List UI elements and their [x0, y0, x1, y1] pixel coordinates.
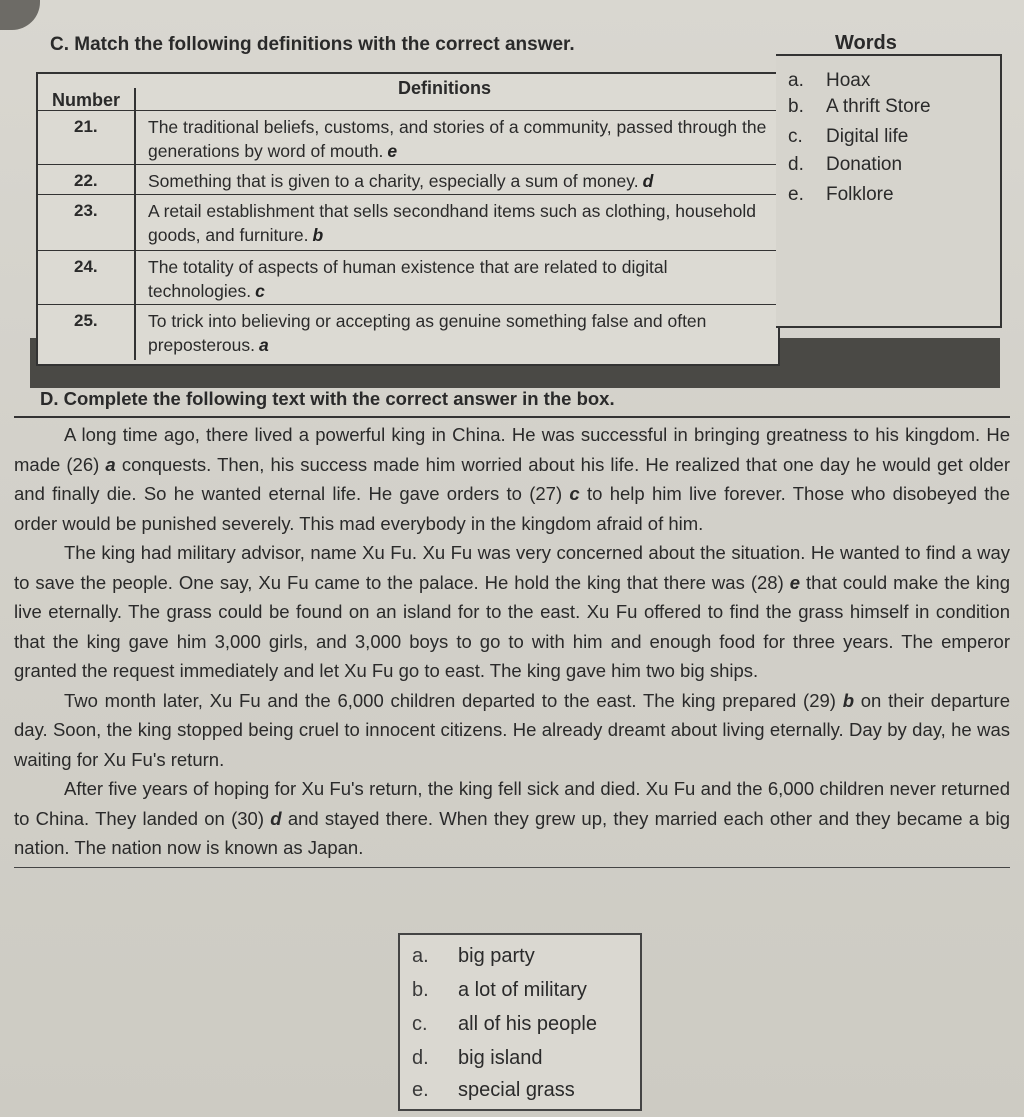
- handwritten-answer: d: [642, 171, 654, 191]
- word-item: a. Hoax: [788, 70, 871, 91]
- row-number: 23.: [74, 201, 98, 220]
- row-number: 25.: [74, 311, 98, 330]
- row-definition: The traditional beliefs, customs, and stories of a community, passed through the generations by word of mouth. e: [148, 117, 767, 161]
- answer-blank-27: c: [569, 483, 580, 504]
- word-item: c. Digital life: [788, 126, 909, 147]
- answer-options-box: [398, 933, 642, 1111]
- answer-blank-26: a: [105, 453, 116, 475]
- number-column-header: Number: [52, 90, 121, 110]
- answer-blank-29: b: [842, 689, 855, 711]
- table-row: [38, 304, 778, 361]
- row-definition: The totality of aspects of human existence that are related to digital technologies. c: [148, 257, 668, 301]
- handwritten-answer: e: [387, 141, 398, 161]
- row-number: 21.: [74, 117, 98, 136]
- words-column-header: Words: [835, 32, 897, 54]
- option-item: a. big party: [412, 945, 535, 967]
- section-c-title: C. Match the following definitions with the correct answer.: [50, 34, 575, 55]
- page-corner-shadow: [0, 0, 40, 30]
- option-item: c. all of his people: [412, 1013, 597, 1035]
- row-definition: A retail establishment that sells secondhand items such as clothing, household goods, and furniture. b: [148, 201, 756, 245]
- table-row: [38, 164, 778, 195]
- table-row: [38, 250, 778, 305]
- answer-blank-28: e: [789, 571, 801, 593]
- table-row: [38, 194, 778, 251]
- definitions-column-header: Definitions: [398, 78, 491, 98]
- words-list: [776, 54, 1002, 328]
- answer-blank-30: d: [270, 807, 282, 829]
- row-definition: Something that is given to a charity, especially a sum of money. d: [148, 171, 654, 191]
- word-item: d. Donation: [788, 154, 903, 175]
- section-d-title: D. Complete the following text with the correct answer in the box.: [40, 388, 615, 409]
- row-number: 22.: [74, 171, 98, 190]
- option-item: e. special grass: [412, 1079, 575, 1101]
- word-item: b. A thrift Store: [788, 96, 931, 117]
- story-text: [14, 416, 1010, 868]
- paragraph-1: A long time ago, there lived a powerful king in China. He was successful in bringing greatness to his kingdom. He made (26) a conquests. Then, his success made him worried about his life. He realized that one day he would get older and finally die. So he wanted eternal life. He gave orders to (27) c to help him live forever. Those who disobeyed the order would be punished severely. This mad everybody in the kingdom afraid of him.: [14, 424, 1010, 534]
- word-item: e. Folklore: [788, 184, 894, 205]
- row-number: 24.: [74, 257, 98, 276]
- handwritten-answer: c: [255, 281, 265, 301]
- handwritten-answer: b: [312, 225, 324, 245]
- paragraph-4: After five years of hoping for Xu Fu's return, the king fell sick and died. Xu Fu and the 6,000 children never returned to China. They landed on (30) d and stayed there. When they grew up, they married each other and they became a big nation. The nation now is known as Japan.: [14, 778, 1010, 858]
- paragraph-3: Two month later, Xu Fu and the 6,000 children departed to the east. The king prepared (29) b on their departure day. Soon, the king stopped being cruel to innocent citizens. He already dreamt about living eternally. Day by day, he was waiting for Xu Fu's return.: [14, 689, 1011, 770]
- option-item: d. big island: [412, 1047, 543, 1069]
- handwritten-answer: a: [259, 335, 269, 355]
- definitions-table: [36, 72, 780, 366]
- table-row: [38, 110, 778, 165]
- paragraph-2: The king had military advisor, name Xu Fu. Xu Fu was very concerned about the situation. He wanted to find a way to save the people. One say, Xu Fu came to the palace. He hold the king that there was (28) e that could make the king live eternally. The grass could be found on an island for to the east. Xu Fu offered to find the grass himself in condition that the king gave him 3,000 girls, and 3,000 boys to go to with him and enough food for three years. The emperor granted the request immediately and let Xu Fu go to east. The king gave him two big ships.: [14, 542, 1010, 681]
- option-item: b. a lot of military: [412, 979, 587, 1001]
- row-definition: To trick into believing or accepting as genuine something false and often preposterous. a: [148, 311, 707, 355]
